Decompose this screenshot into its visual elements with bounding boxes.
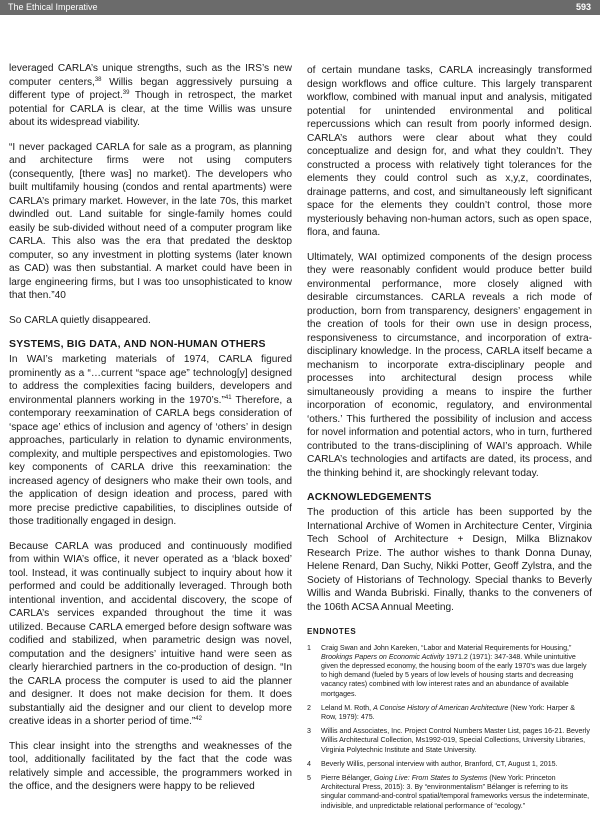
paragraph: Because CARLA was produced and continuously modified from within WIA’s office, it never operated as a ‘black boxed’ tool. Instead, it was continually subject to inquiry about how it performed and could be additionally leveraged. Through both intentional invention, and accidental discovery, the scope of CARLA’s services expanded throughout the time it was utilized. Because CARLA emerged before design software was codified and stabilized, when parametric design was novel, computation and the designers’ intuitive hand were seen as clearly hierarchied partners in the co-production of design. “In the CARLA process the computer is used to aid the planner and designer. It does not make decision for them. It does substantially aid the designer and our client to develop more creative ideas in a shorter period of time.”$^{42}$ [9,540,292,727]
footnote-ref: 39 [122,90,130,96]
right-column [307,64,592,816]
running-header [0,0,600,15]
paragraph: In WAI’s marketing materials of 1974, CARLA figured prominently as a “…current “space age” technolog[y] designed to address the complexities facing builders, developers and environmental planners working in the 1970’s.”$^{41}$ Therefore, a contemporary reexamination of CARLA begs consideration of ‘space age’ ethics of inclusion and agency of ‘others’ in design approaches, particularly in relation to dynamic environments, complexity, and multiple perspectives and epistomologies. Two key components of CARLA drive this reexamination: the increased agency of designers who make their own tools, and the application of design ideation and process, pared with more precise predictive capabilities, to disciplines outside of those traditionally engaged in design. [9,354,292,527]
left-column [9,62,292,805]
endnote-number: 5 [307,773,311,782]
section-heading: SYSTEMS, BIG DATA, AND NON-HUMAN OTHERS [9,338,266,350]
endnotes-heading: ENDNOTES [307,627,357,636]
endnote: 3 Willis and Associates, Inc. Project Control Numbers Master List, pages 16-21. Beverly Willis Architectural Collection, Ms1992-019, Special Collections, University Libraries, Virginia Polytechnic Institute and State University. [307,727,590,754]
endnote-number: 1 [307,643,311,652]
endnote: 5 Pierre Bélanger, Going Live: From States to Systems (New York: Princeton Architectural Press, 2015): 3. By “environmentalism” Bélanger is referring to its singular command-and-control spatial/temporal frameworks versus the indeterminate, indivisible, and unpredictable relational performance of “ecology.” [307,773,590,810]
acknowledgements-heading: ACKNOWLEDGEMENTS [307,491,432,503]
endnote: 4 Beverly Willis, personal interview with author, Branford, CT, August 1, 2015. [307,759,558,768]
acknowledgements-paragraph: The production of this article has been supported by the International Archive of Women in Architecture Center, Virginia Tech School of Architecture + Design, Milka Bliznakov Research Prize. The author wishes to thank Donna Dunay, Helene Renard, Dan Suchy, Nikki Potter, Geoff Zylstra, and the Society of Historians of Technology. Special thanks to Beverly Willis and Wanda Bubriski. Finally, thanks to the conveners of the 106th ACSA Annual Meeting. [307,507,592,613]
endnote-number: 2 [307,703,311,712]
paragraph: leveraged CARLA’s unique strengths, such as the IRS’s new computer centers,$^{38}$ Willis began aggressively pursuing a different type of project.$^{39}$ Though in retrospect, the market potential for CARLA is clear, at the time Willis was unsure about its widespread viability. [9,63,292,128]
endnote-number: 3 [307,727,311,736]
paragraph: So CARLA quietly disappeared. [9,314,151,326]
footnote-ref: 42 [195,716,202,722]
footnote-ref: 41 [224,394,232,401]
page-number: 593 [575,2,591,12]
endnotes-list [307,644,592,811]
endnote: 2 Leland M. Roth, A Concise History of American Architecture (New York: Harper & Row, 1979): 475. [307,703,575,721]
paragraph: Ultimately, WAI optimized components of the design process they were reasonably confident would produce better build environmental performance, more closely aligned with desirable circumstances. CARLA reveals a rich mode of production, born from transparency, designers’ engagement in the creation of tools for their own use in design process, responsiveness to circumstance, and incorporation of extra-disciplinary knowledge. In the process, CARLA itself became a mechanism to incorporate extra-disciplinary people and processes into architectural design process while simultaneously providing a means to inspire the further incorporation of economic, regulatory, and environmental ‘others.’ This furthered the possibility of inclusion and access for novel information and potential actors, who in turn, furthered contributed to the trans-disciplining of WAI’s approach. While CARLA’s technologies and artifacts are dated, its process, and the thinking behind it, are shockingly relevant today. [307,251,592,479]
running-title: The Ethical Imperative [8,2,98,12]
footnote-ref: 38 [94,76,102,83]
paragraph: This clear insight into the strengths and weaknesses of the tool, additionally facilitated by the fact that the code was relatively simple and accessible, the programmers worked in the office, and the designers were happy to be relieved [9,740,292,792]
quote-paragraph: “I never packaged CARLA for sale as a program, as planning and architecture firms were not using computers (consequently, [there was] no market). The developers who built multifamily housing (condos and rental apartments) were CARLA’s primary market. However, in the late 70s, this market dwindled out. Land suitable for single-family homes could easily be sub-divided without need of a computer program like CARLA. This also was the era that predated the desktop computer, so any investment in plotting systems (later known as CAD) was then substantial. A market could have been in large engineering firms, but I was too unsophisticated to know that then.”40 [9,141,292,301]
endnote: 1 Craig Swan and John Kareken, “Labor and Material Requirements for Housing,” Brookings Papers on Economic Activity 1971.2 (1971): 347-348. While unintuitive given the depressed economy, the housing boom of the early 1970’s was due largely to high demand (fueled by 5 years of low levels of housing starts and decreasing vacancy rates) combined with low interest rates and an abundance of available mortgages. [307,643,587,698]
paragraph: of certain mundane tasks, CARLA increasingly transformed design workflows and office culture. This largely transparent workflow, combined with manual input and analysis, mitigated potential for unintended environmental and political repercussions which can result from poorly informed design. CARLA’s authors were clear about what they could conceptualize and design for, and what they couldn’t. They constructed a process with relatively tight tolerances for the elements they could control such as x,y,z, coordinates, drainage patterns, and cost, and simultaneously left significant space for the elements they couldn’t control, those more mysteriously behaving non-human actors, such as open space, flora, and fauna. [307,65,592,238]
endnote-number: 4 [307,759,311,768]
